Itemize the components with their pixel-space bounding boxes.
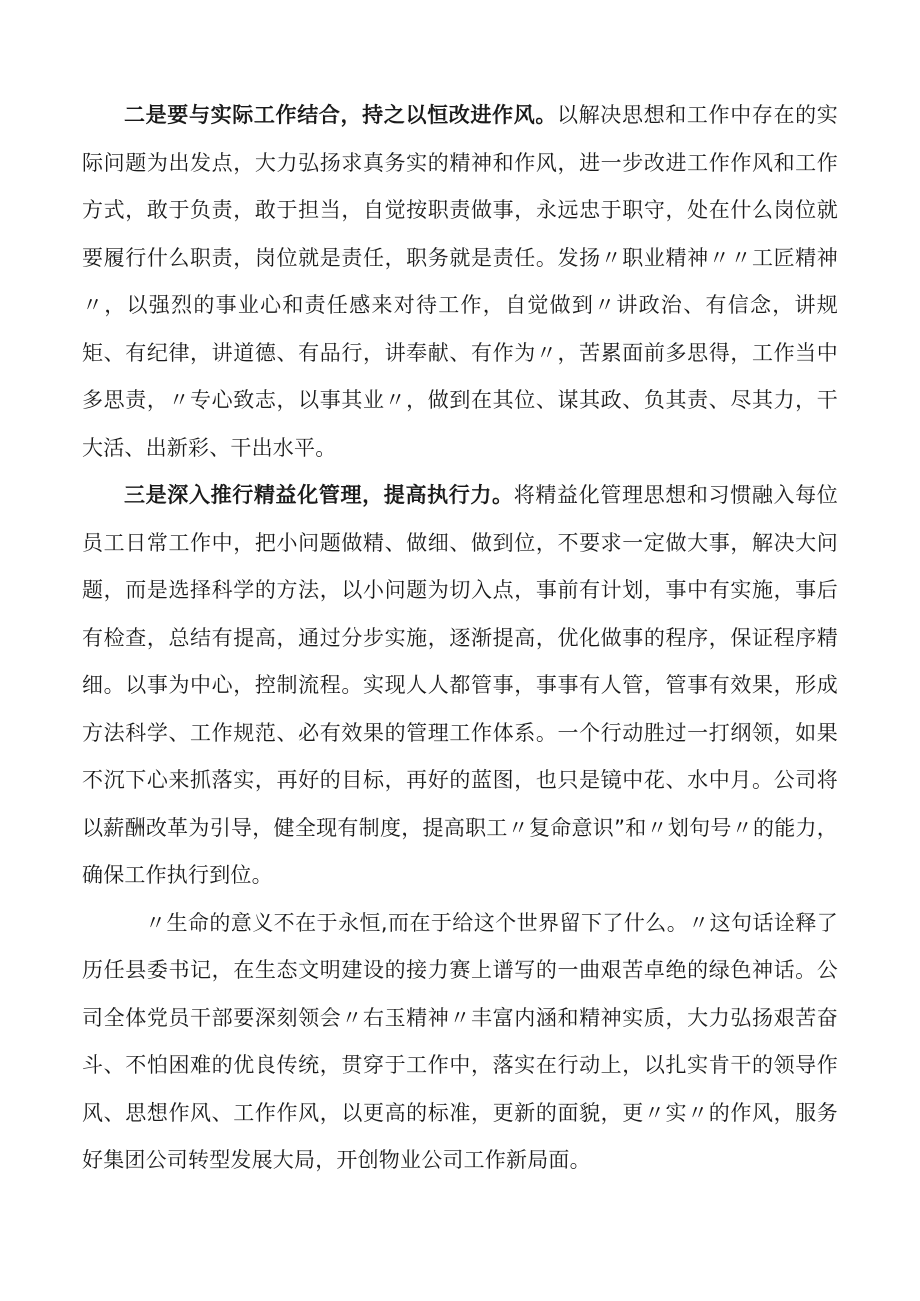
paragraph-body: 以解决思想和工作中存在的实际问题为出发点，大力弘扬求真务实的精神和作风，进一步改进工作作风和工作方式，敢于负责，敢于担当，自觉按职责做事，永远忠于职守，处在什么岗位就要履行什么职责，岗位就是责任，职务就是责任。发扬〃职业精神〃〃工匠精神〃，以强烈的事业心和责任感来对待工作，自觉做到〃讲政治、有信念，讲规矩、有纪律，讲道德、有品行，讲奉献、有作为〃，苦累面前多思得，工作当中多思责，〃专心致志，以事其业〃，做到在其位、谋其政、负其责、尽其力，干大活、出新彩、干出水平。 <box>82 103 838 460</box>
paragraph-work-style <box>82 92 838 472</box>
paragraph-body: 〃生命的意义不在于永恒,而在于给这个世界留下了什么。〃这句话诠释了历任县委书记，在生态文明建设的接力赛上谱写的一曲艰苦卓绝的绿色神话。公司全体党员干部要深刻领会〃右玉精神〃丰富内涵和精神实质，大力弘扬艰苦奋斗、不怕困难的优良传统，贯穿于工作中，落实在行动上，以扎实肯干的领导作风、思想作风、工作作风，以更高的标准，更新的面貌，更〃实〃的作风，服务好集团公司转型发展大局，开创物业公司工作新局面。 <box>82 910 838 1172</box>
document-page <box>82 92 838 1185</box>
paragraph-heading: 三是深入推行精益化管理，提高执行力。 <box>124 483 514 507</box>
paragraph-youyu-spirit <box>82 900 838 1185</box>
paragraph-body: 将精益化管理思想和习惯融入每位员工日常工作中，把小问题做精、做细、做到位，不要求一定做大事，解决大问题，而是选择科学的方法，以小问题为切入点，事前有计划，事中有实施，事后有检查，总结有提高，通过分步实施，逐渐提高，优化做事的程序，保证程序精细。以事为中心，控制流程。实现人人都管事，事事有人管，管事有效果，形成方法科学、工作规范、必有效果的管理工作体系。一个行动胜过一打纲领，如果不沉下心来抓落实，再好的目标，再好的蓝图，也只是镜中花、水中月。公司将以薪酬改革为引导，健全现有制度，提高职工〃复命意识”和〃划句号〃的能力，确保工作执行到位。 <box>82 483 838 887</box>
paragraph-lean-management <box>82 472 838 900</box>
paragraph-heading: 二是要与实际工作结合，持之以恒改进作风。 <box>124 103 557 127</box>
